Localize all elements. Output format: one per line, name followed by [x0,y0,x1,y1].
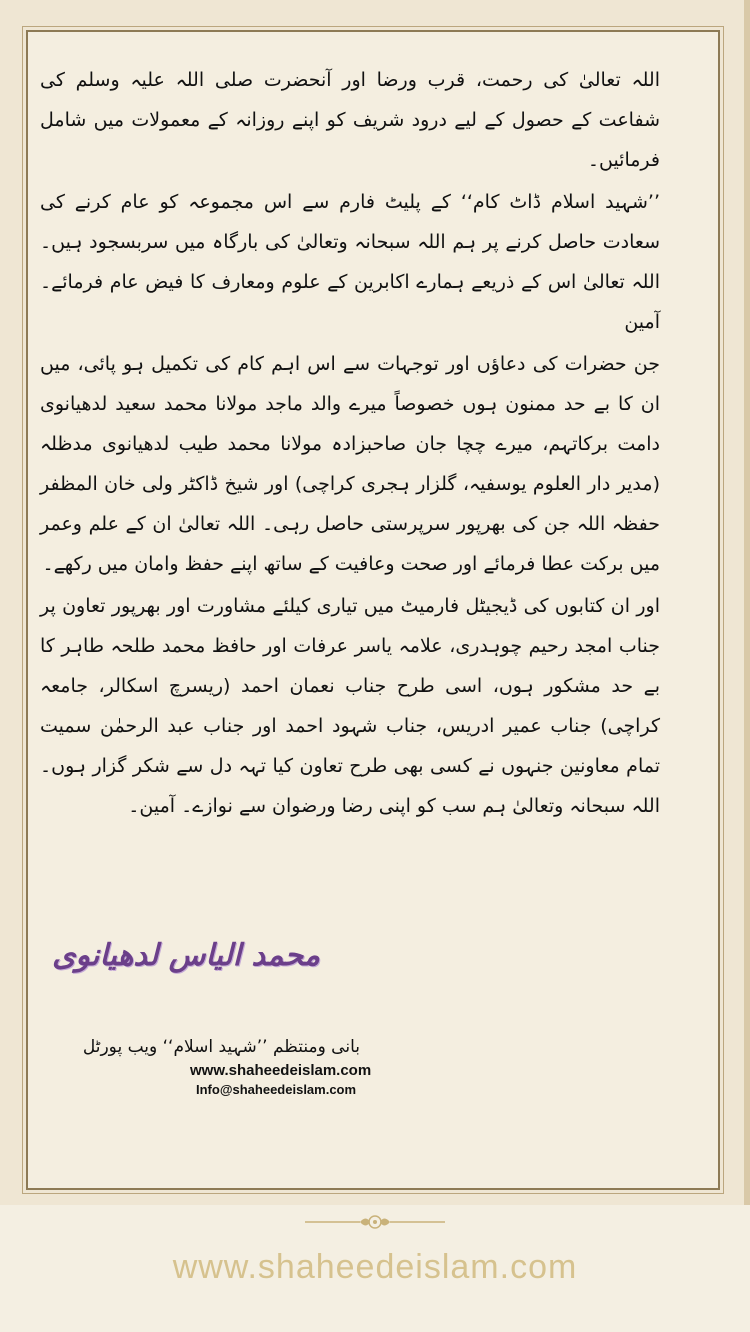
ornament-divider-icon [300,1212,450,1232]
email-link[interactable]: Info@shaheedeislam.com [196,1082,357,1097]
footer-url[interactable]: www.shaheedeislam.com [172,1248,578,1286]
paragraph-acknowledgements: اور ان کتابوں کی ڈیجیٹل فارمیٹ میں تیاری کیلئے مشاورت اور بھرپور تعاون پر جناب امجد رحیم چوہدری، علامہ یاسر عرفات اور حافظ محمد طلحہ طاہر کا بے حد مشکور ہوں، اسی طرح جناب نعمان احمد (ریسرچ اسکالر، جامعہ کراچی) جناب عمیر ادریس، جناب شہود احمد اور جناب عبد الرحمٰن سمیت تمام معاونین جنہوں نے کسی بھی طرح تعاون کیا تہہ دل سے شکر گزار ہوں۔ اللہ سبحانہ وتعالیٰ ہم سب کو اپنی رضا ورضوان سے نوازے۔ آمین۔ [40,595,660,817]
paragraph-platform: ’’شہید اسلام ڈاٹ کام‘‘ کے پلیٹ فارم سے اس مجموعہ کو عام کرنے کی سعادت حاصل کرنے پر ہم اللہ سبحانہ وتعالیٰ کی بارگاہ میں سربسجود ہیں۔ اللہ تعالیٰ اس کے ذریعے ہمارے اکابرین کے علوم ومعارف کا فیض عام فرمائے۔ آمین [40,191,660,333]
website-link[interactable]: www.shaheedeislam.com [190,1062,372,1079]
signature-calligraphy: محمد الیاس لدھیانوی [52,938,320,973]
paragraph-durood: اللہ تعالیٰ کی رحمت، قرب ورضا اور آنحضرت صلی اللہ علیہ وسلم کی شفاعت کے حصول کے لیے درود شریف کو اپنے روزانہ کے معمولات میں شامل فرمائیں۔ [40,69,660,171]
body-text [40,60,660,828]
founder-title: بانی ومنتظم ’’شہید اسلام‘‘ ویب پورٹل [82,1037,360,1057]
paragraph-gratitude: جن حضرات کی دعاؤں اور توجہات سے اس اہم کام کی تکمیل ہو پائی، میں ان کا بے حد ممنون ہوں خصوصاً میرے والد ماجد مولانا محمد سعید لدھیانوی دامت برکاتہم، میرے چچا جان صاحبزادہ مولانا محمد طیب لدھیانوی مدظلہ (مدیر دار العلوم یوسفیہ، گلزار ہجری کراچی) اور شیخ ڈاکٹر ولی خان المظفر حفظہ اللہ جن کی بھرپور سرپرستی حاصل رہی۔ اللہ تعالیٰ ان کے علم وعمر میں برکت عطا فرمائے اور صحت وعافیت کے ساتھ اپنے حفظ وامان میں رکھے۔ [40,353,660,575]
